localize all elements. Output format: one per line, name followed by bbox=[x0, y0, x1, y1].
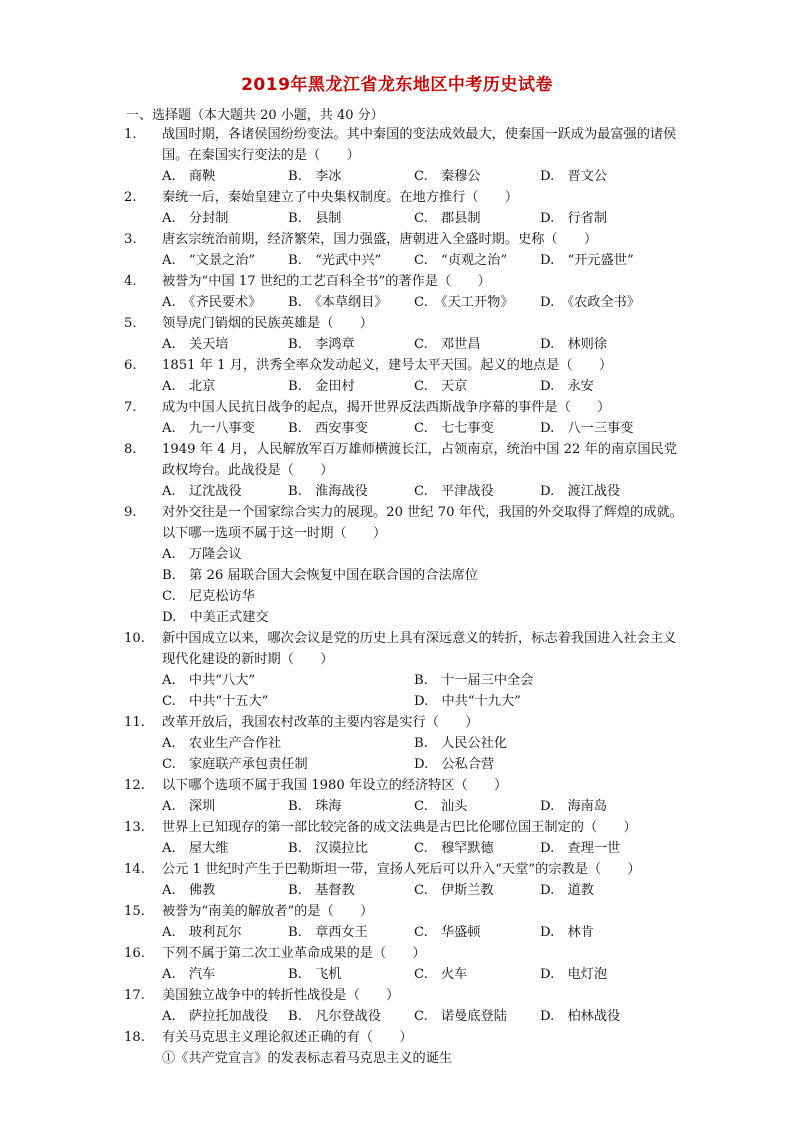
question-number: 16. bbox=[124, 946, 145, 961]
answer-option: A. 关天培 bbox=[162, 337, 229, 352]
answer-option: A. 中共“八大” bbox=[162, 673, 256, 688]
answer-option: B. 基督教 bbox=[288, 883, 355, 898]
question-12 bbox=[124, 775, 684, 817]
answer-option: A. 玻利瓦尔 bbox=[162, 925, 242, 940]
answer-option: D. 柏林战役 bbox=[540, 1009, 621, 1024]
option-row bbox=[162, 838, 684, 859]
exam-title: 2019年黑龙江省龙东地区中考历史试卷 bbox=[241, 75, 553, 95]
answer-option: A. 辽沈战役 bbox=[162, 484, 242, 499]
question-stem: 战国时期，各诸侯国纷纷变法。其中秦国的变法成效最大，使秦国一跃成为最富强的诸侯国。在秦国实行变法的是（ ） bbox=[162, 127, 677, 163]
question-16 bbox=[124, 943, 684, 985]
answer-option: C. 穆罕默德 bbox=[414, 841, 494, 856]
option-row bbox=[162, 733, 684, 754]
answer-option: B. 十一届三中全会 bbox=[414, 673, 534, 688]
answer-option: C. 七七事变 bbox=[414, 421, 494, 436]
question-17 bbox=[124, 985, 684, 1027]
answer-option: D. 公私合营 bbox=[414, 757, 495, 772]
answer-option: B. 李鸿章 bbox=[288, 337, 355, 352]
answer-option: D. 海南岛 bbox=[540, 799, 608, 814]
question-stem: 改革开放后，我国农村改革的主要内容是实行（ ） bbox=[162, 715, 479, 730]
answer-option: A. 北京 bbox=[162, 379, 216, 394]
option-row bbox=[162, 565, 684, 586]
question-number: 5. bbox=[124, 316, 137, 331]
answer-option: B. 西安事变 bbox=[288, 421, 368, 436]
answer-option: C. 尼克松访华 bbox=[162, 589, 255, 604]
option-row bbox=[162, 796, 684, 817]
question-number: 15. bbox=[124, 904, 145, 919]
answer-option: D. 电灯泡 bbox=[540, 967, 608, 982]
answer-option: A. 萨拉托加战役 bbox=[162, 1009, 269, 1024]
answer-option: B. 金田村 bbox=[288, 379, 355, 394]
question-2 bbox=[124, 187, 684, 229]
answer-option: A. 屋大维 bbox=[162, 841, 229, 856]
option-row bbox=[162, 1006, 684, 1027]
question-18 bbox=[124, 1027, 684, 1048]
option-row bbox=[162, 376, 684, 397]
answer-option: C. 华盛顿 bbox=[414, 925, 481, 940]
option-row bbox=[162, 922, 684, 943]
answer-option: D. 道教 bbox=[540, 883, 594, 898]
answer-option: C. 火车 bbox=[414, 967, 468, 982]
question-stem: 以下哪个选项不属于我国 1980 年设立的经济特区（ ） bbox=[162, 778, 508, 793]
option-row bbox=[162, 754, 684, 775]
answer-option: C. 郡县制 bbox=[414, 211, 481, 226]
question-14 bbox=[124, 859, 684, 901]
question-number: 9. bbox=[124, 505, 137, 520]
question-8 bbox=[124, 439, 684, 502]
answer-option: A. 《齐民要术》 bbox=[162, 295, 262, 310]
answer-option: C. 汕头 bbox=[414, 799, 468, 814]
option-row bbox=[162, 670, 684, 691]
answer-option: C. 平津战役 bbox=[414, 484, 494, 499]
question-stem: 公元 1 世纪时产生于巴勒斯坦一带，宣扬人死后可以升入“天堂”的宗教是（ ） bbox=[162, 862, 641, 877]
question-number: 11. bbox=[124, 715, 145, 730]
answer-option: D. 林则徐 bbox=[540, 337, 608, 352]
option-row bbox=[162, 418, 684, 439]
question-13 bbox=[124, 817, 684, 859]
answer-option: C. 邓世昌 bbox=[414, 337, 481, 352]
answer-option: A. “文景之治” bbox=[162, 253, 256, 268]
question-5 bbox=[124, 313, 684, 355]
answer-option: D. 查理一世 bbox=[540, 841, 621, 856]
answer-option: B. 淮海战役 bbox=[288, 484, 368, 499]
question-18-statement-1: ①《共产党宣言》的发表标志着马克思主义的诞生 bbox=[162, 1051, 453, 1066]
question-stem: 美国独立战争中的转折性战役是（ ） bbox=[162, 988, 400, 1003]
answer-option: C. 家庭联产承包责任制 bbox=[162, 757, 308, 772]
answer-option: B. 县制 bbox=[288, 211, 342, 226]
question-number: 10. bbox=[124, 631, 145, 646]
option-row bbox=[162, 208, 684, 229]
question-number: 8. bbox=[124, 442, 137, 457]
answer-option: A. 深圳 bbox=[162, 799, 216, 814]
answer-option: A. 商鞅 bbox=[162, 169, 216, 184]
answer-option: A. 分封制 bbox=[162, 211, 229, 226]
option-row bbox=[162, 607, 684, 628]
answer-option: C. 天京 bbox=[414, 379, 468, 394]
option-row bbox=[162, 880, 684, 901]
question-number: 14. bbox=[124, 862, 145, 877]
question-stem: 1949 年 4 月，人民解放军百万雄师横渡长江，占领南京，统治中国 22 年的南京国民党政权垮台。此战役是（ ） bbox=[162, 442, 677, 478]
question-number: 7. bbox=[124, 400, 137, 415]
question-number: 2. bbox=[124, 190, 137, 205]
answer-option: A. 万隆会议 bbox=[162, 547, 242, 562]
answer-option: C. 诺曼底登陆 bbox=[414, 1009, 507, 1024]
question-stem: 唐玄宗统治前期，经济繁荣，国力强盛，唐朝进入全盛时期。史称（ ） bbox=[162, 232, 598, 247]
answer-option: D. 永安 bbox=[540, 379, 594, 394]
question-15 bbox=[124, 901, 684, 943]
question-4 bbox=[124, 271, 684, 313]
answer-option: C. 伊斯兰教 bbox=[414, 883, 494, 898]
answer-option: D. 林肯 bbox=[540, 925, 594, 940]
section-heading: 一、选择题（本大题共 20 小题，共 40 分） bbox=[126, 108, 384, 123]
answer-option: D. 晋文公 bbox=[540, 169, 608, 184]
option-row bbox=[162, 691, 684, 712]
question-3 bbox=[124, 229, 684, 271]
answer-option: B. “光武中兴” bbox=[288, 253, 382, 268]
answer-option: B. 珠海 bbox=[288, 799, 342, 814]
question-stem: 被誉为“中国 17 世纪的工艺百科全书”的著作是（ ） bbox=[162, 274, 491, 289]
question-number: 4. bbox=[124, 274, 137, 289]
question-stem: 1851 年 1 月，洪秀全率众发动起义，建号太平天国。起义的地点是（ ） bbox=[162, 358, 613, 373]
question-stem: 成为中国人民抗日战争的起点，揭开世界反法西斯战争序幕的事件是（ ） bbox=[162, 400, 611, 415]
question-list bbox=[124, 124, 684, 1069]
answer-option: D. “开元盛世” bbox=[540, 253, 634, 268]
question-number: 3. bbox=[124, 232, 137, 247]
answer-option: B. 第 26 届联合国大会恢复中国在联合国的合法席位 bbox=[162, 568, 478, 583]
answer-option: A. 农业生产合作社 bbox=[162, 736, 282, 751]
question-stem: 世界上已知现存的第一部比较完备的成文法典是古巴比伦哪位国王制定的（ ） bbox=[162, 820, 637, 835]
question-number: 12. bbox=[124, 778, 145, 793]
answer-option: C. “贞观之治” bbox=[414, 253, 508, 268]
question-10 bbox=[124, 628, 684, 712]
answer-option: D. 《农政全书》 bbox=[540, 295, 641, 310]
option-row bbox=[162, 292, 684, 313]
option-row bbox=[162, 481, 684, 502]
option-row bbox=[162, 586, 684, 607]
answer-option: D. 中美正式建交 bbox=[162, 610, 269, 625]
question-stem: 对外交往是一个国家综合实力的展现。20 世纪 70 年代，我国的外交取得了辉煌的成就。以下哪一选项不属于这一时期（ ） bbox=[162, 505, 683, 541]
question-stem: 领导虎门销烟的民族英雄是（ ） bbox=[162, 316, 373, 331]
answer-option: D. 渡江战役 bbox=[540, 484, 621, 499]
question-number: 6. bbox=[124, 358, 137, 373]
answer-option: D. 八一三事变 bbox=[540, 421, 634, 436]
answer-option: C. 中共“十五大” bbox=[162, 694, 269, 709]
question-number: 1. bbox=[124, 127, 137, 142]
answer-option: C. 《天工开物》 bbox=[414, 295, 514, 310]
question-stem: 下列不属于第二次工业革命成果的是（ ） bbox=[162, 946, 426, 961]
question-stem: 秦统一后，秦始皇建立了中央集权制度。在地方推行（ ） bbox=[162, 190, 519, 205]
answer-option: D. 行省制 bbox=[540, 211, 608, 226]
answer-option: C. 秦穆公 bbox=[414, 169, 481, 184]
answer-option: D. 中共“十九大” bbox=[414, 694, 521, 709]
question-number: 17. bbox=[124, 988, 145, 1003]
answer-option: A. 汽车 bbox=[162, 967, 216, 982]
question-1 bbox=[124, 124, 684, 187]
answer-option: B. 汉谟拉比 bbox=[288, 841, 368, 856]
question-number: 13. bbox=[124, 820, 145, 835]
question-6 bbox=[124, 355, 684, 397]
answer-option: B. 飞机 bbox=[288, 967, 342, 982]
question-stem: 被誉为“南美的解放者”的是（ ） bbox=[162, 904, 374, 919]
option-row bbox=[162, 964, 684, 985]
question-7 bbox=[124, 397, 684, 439]
question-9 bbox=[124, 502, 684, 628]
option-row bbox=[162, 166, 684, 187]
question-11 bbox=[124, 712, 684, 775]
option-row bbox=[162, 334, 684, 355]
answer-option: B. 李冰 bbox=[288, 169, 342, 184]
answer-option: B. 章西女王 bbox=[288, 925, 368, 940]
question-stem: 有关马克思主义理论叙述正确的有（ ） bbox=[162, 1030, 413, 1045]
option-row bbox=[162, 250, 684, 271]
answer-option: A. 佛教 bbox=[162, 883, 216, 898]
option-row bbox=[162, 544, 684, 565]
answer-option: B. 《本草纲目》 bbox=[288, 295, 388, 310]
answer-option: A. 九一八事变 bbox=[162, 421, 255, 436]
question-stem: 新中国成立以来，哪次会议是党的历史上具有深远意义的转折，标志着我国进入社会主义现代化建设的新时期（ ） bbox=[162, 631, 677, 667]
answer-option: B. 凡尔登战役 bbox=[288, 1009, 382, 1024]
answer-option: B. 人民公社化 bbox=[414, 736, 508, 751]
question-number: 18. bbox=[124, 1030, 145, 1045]
